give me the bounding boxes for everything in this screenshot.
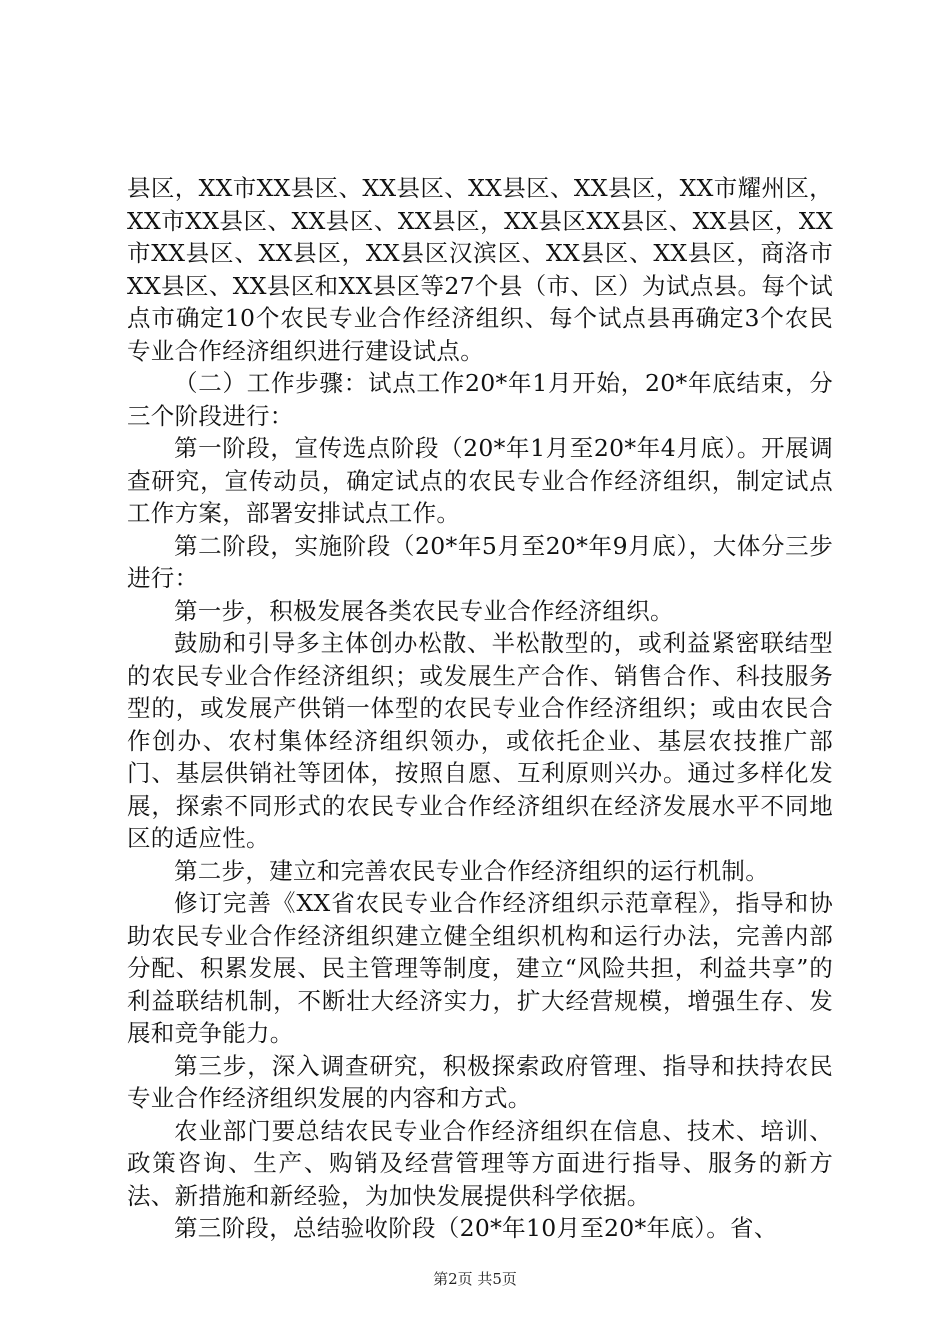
paragraph-step-one-detail: 鼓励和引导多主体创办松散、半松散型的，或利益紧密联结型的农民专业合作经济组织；或发展生产合作、销售合作、科技服务型的，或发展产供销一体型的农民专业合作经济组织；或由农民合作创办、农村集体经济组织领办，或依托企业、基层农技推广部门、基层供销社等团体，按照自愿、互利原则兴办。通过多样化发展，探索不同形式的农民专业合作经济组织在经济发展水平不同地区的适应性。 [127,629,833,852]
paragraph-stage-one: 第一阶段，宣传选点阶段（20*年1月至20*年4月底）。开展调查研究，宣传动员，确定试点的农民专业合作经济组织，制定试点工作方案，部署安排试点工作。 [127,434,833,527]
paragraph-stage-three: 第三阶段，总结验收阶段（20*年10月至20*年底）。省、 [174,1214,778,1242]
paragraph-step-two-detail: 修订完善《XX省农民专业合作经济组织示范章程》，指导和协助农民专业合作经济组织建立健全组织机构和运行办法，完善内部分配、积累发展、民主管理等制度，建立“风险共担，利益共享”的利益联结机制，不断壮大经济实力，扩大经营规模，增强生存、发展和竞争能力。 [127,889,833,1047]
paragraph-pilot-counties: 县区，XX市XX县区、XX县区、XX县区、XX县区，XX市耀州区，XX市XX县区、XX县区、XX县区，XX县区XX县区、XX县区，XX市XX县区、XX县区，XX县区汉滨区、XX县区、XX县区，商洛市XX县区、XX县区和XX县区等27个县（市、区）为试点县。每个试点市确定10个农民专业合作经济组织、每个试点县再确定3个农民专业合作经济组织进行建设试点。 [127,174,833,365]
paragraph-step-three-detail: 农业部门要总结农民专业合作经济组织在信息、技术、培训、政策咨询、生产、购销及经营管理等方面进行指导、服务的新方法、新措施和新经验，为加快发展提供科学依据。 [127,1116,833,1210]
paragraph-stage-two: 第二阶段，实施阶段（20*年5月至20*年9月底），大体分三步进行： [127,531,833,592]
paragraph-work-steps: （二）工作步骤：试点工作20*年1月开始，20*年底结束，分三个阶段进行： [127,369,833,430]
paragraph-step-one: 第一步，积极发展各类农民专业合作经济组织。 [174,596,674,625]
paragraph-step-two: 第二步，建立和完善农民专业合作经济组织的运行机制。 [174,856,769,885]
document-body [127,172,833,1245]
page-number-footer: 第2页 共5页 [433,1270,517,1288]
paragraph-step-three: 第三步，深入调查研究，积极探索政府管理、指导和扶持农民专业合作经济组织发展的内容和方式。 [127,1051,833,1112]
